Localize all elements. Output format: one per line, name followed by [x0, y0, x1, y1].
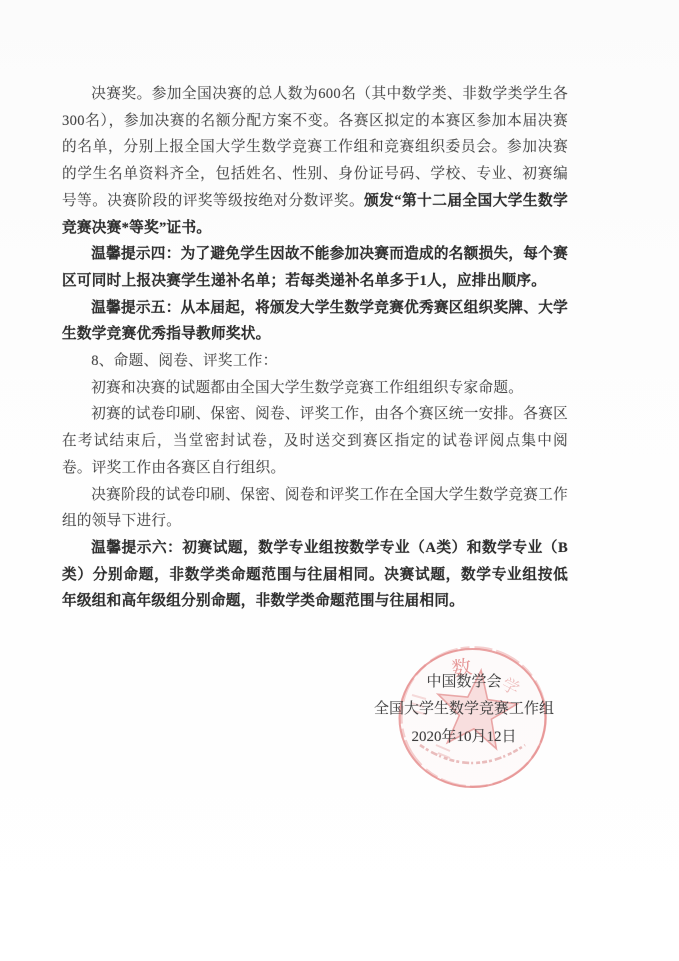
signature-block [364, 669, 564, 751]
seal-character: 学 [498, 674, 523, 700]
paragraph [62, 482, 568, 535]
signature-date: 2020年10月12日 [411, 728, 517, 745]
seal-character: 数 [450, 656, 474, 682]
text-segment: 温馨提示六：初赛试题，数学专业组按数学专业（A类）和数学专业（B类）分别命题，非数学类命题范围与往届相同。决赛试题，数学专业组按低年级组和高年级组分别命题，非数学类命题范围与往届相同。 [62, 539, 568, 610]
text-segment: 温馨提示五：从本届起，将颁发大学生数学竞赛优秀赛区组织奖牌、大学生数学竞赛优秀指导教师奖状。 [62, 299, 568, 343]
paragraph [62, 375, 568, 402]
paragraph [62, 295, 568, 348]
paragraph [62, 535, 568, 615]
text-segment: 温馨提示四：为了避免学生因故不能参加决赛而造成的名额损失，每个赛区可同时上报决赛学生递补名单；若每类递补名单多于1人，应排出顺序。 [62, 246, 568, 289]
signature-workgroup: 全国大学生数学竞赛工作组 [373, 701, 554, 718]
paragraph [62, 348, 568, 375]
paragraph [62, 401, 568, 481]
text-segment: 决赛奖。参加全国决赛的总人数为600名（其中数学类、非数学类学生各300名），参加决赛的名额分配方案不变。各赛区拟定的本赛区参加本届决赛的名单，分别上报全国大学生数学竞赛工作组和竞赛组织委员会。参加决赛的学生名单资料齐全，包括姓名、性别、身份证号码、学校、专业、初赛编号等。决赛阶段的评奖等级按绝对分数评奖。 [62, 86, 568, 209]
text-segment: 决赛阶段的试卷印刷、保密、阅卷和评奖工作在全国大学生数学竞赛工作组的领导下进行。 [62, 486, 568, 530]
text-segment: 颁发“第十二届全国大学生数学竞赛决赛*等奖”证书。 [62, 192, 568, 236]
text-segment: 初赛和决赛的试题都由全国大学生数学竞赛工作组组织专家命题。 [91, 379, 524, 396]
signature-organization: 中国数学会 [426, 674, 502, 690]
paragraph [62, 241, 568, 294]
paragraph [62, 81, 568, 241]
text-segment: 8、命题、阅卷、评奖工作： [91, 353, 278, 370]
text-segment: 初赛的试卷印刷、保密、阅卷、评奖工作，由各个赛区统一安排。各赛区在考试结束后，当堂密封试卷，及时送交到赛区指定的试卷评阅点集中阅卷。评奖工作由各赛区自行组织。 [62, 406, 568, 476]
document-body [62, 81, 568, 615]
